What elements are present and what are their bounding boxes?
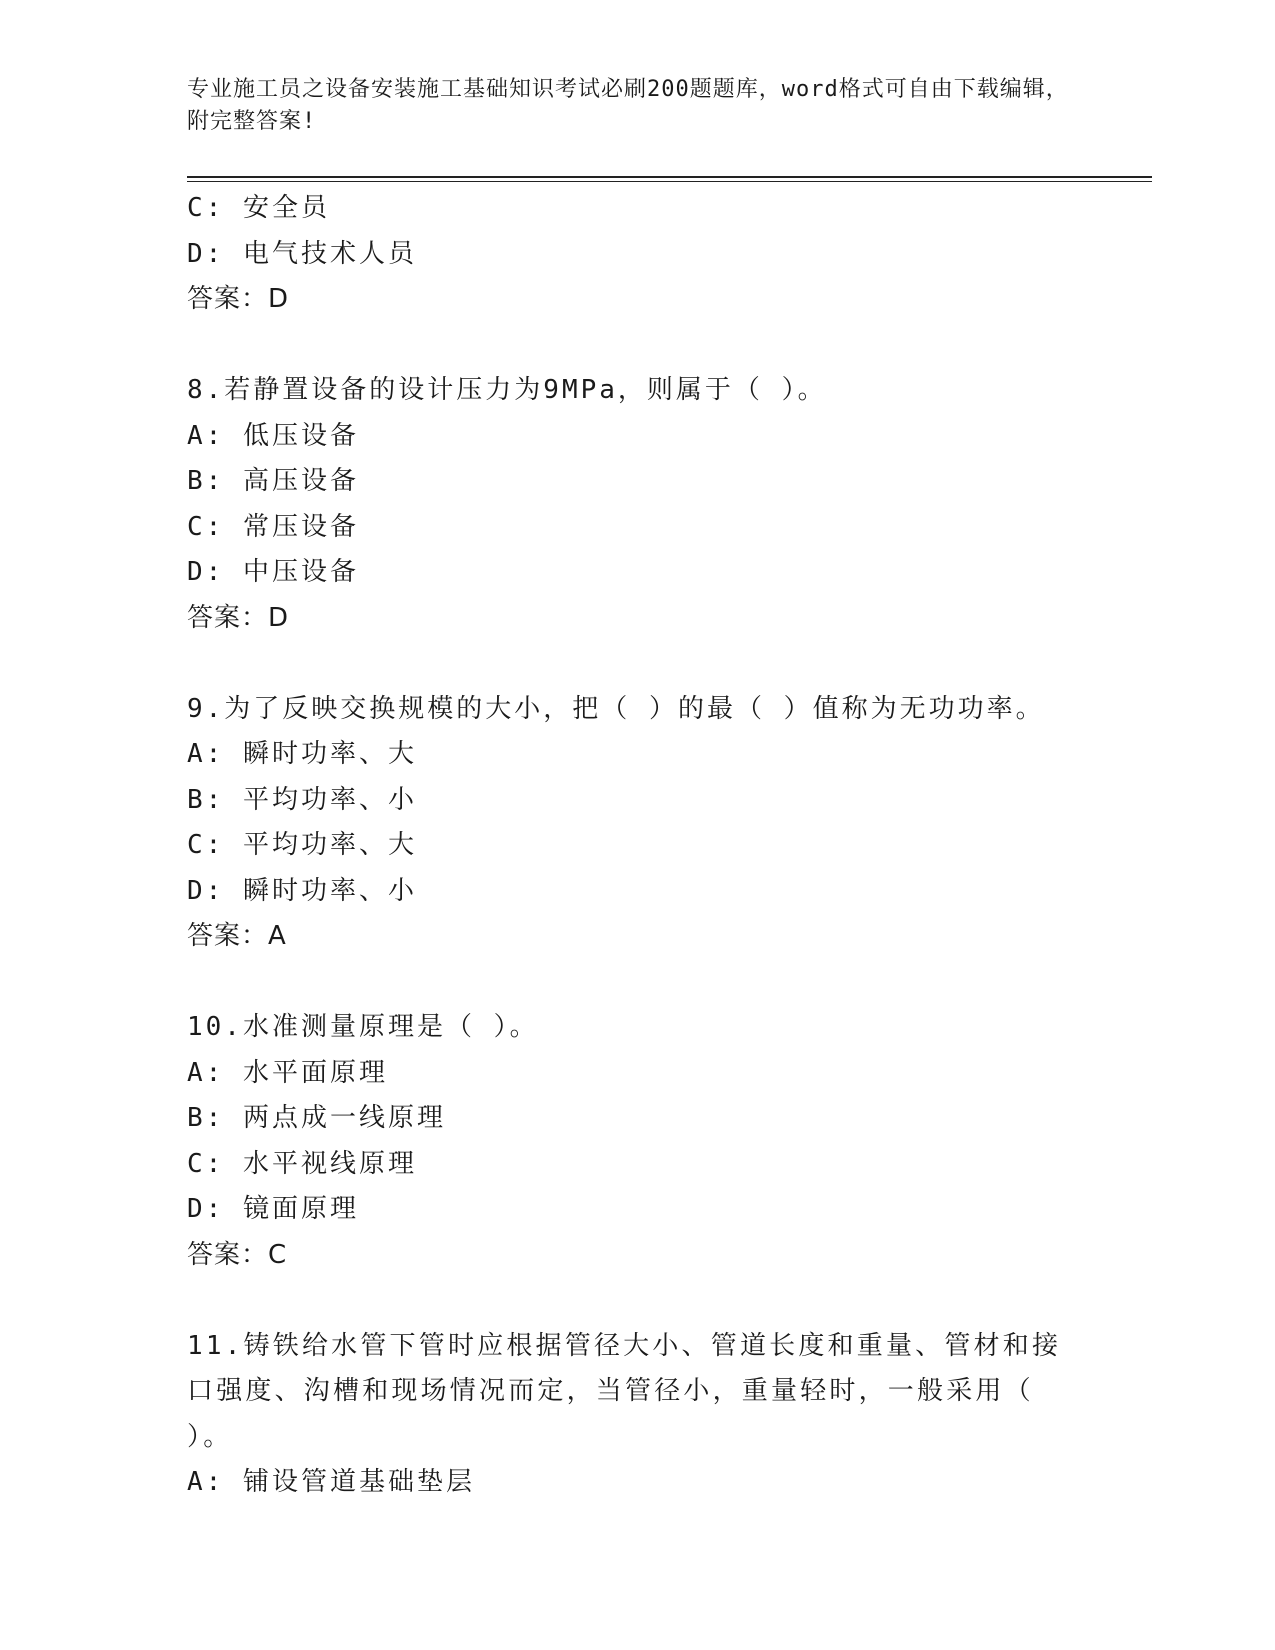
option-b: B: 两点成一线原理 — [187, 1103, 446, 1133]
option-d: D: 镜面原理 — [187, 1194, 359, 1224]
option-a: A: 瞬时功率、大 — [187, 739, 417, 769]
header-rule-thin — [187, 181, 1152, 182]
spacer — [187, 1278, 1087, 1324]
option-b: B: 高压设备 — [187, 466, 359, 496]
option-a: A: 铺设管道基础垫层 — [187, 1467, 475, 1497]
header-rule-thick — [187, 176, 1152, 178]
question-text: 8.若静置设备的设计压力为9MPa，则属于（ ）。 — [187, 375, 827, 405]
option-d: D: 电气技术人员 — [187, 238, 417, 269]
question-list — [187, 186, 1087, 1506]
question-text: 9.为了反映交换规模的大小，把（ ）的最（ ）值称为无功功率。 — [187, 693, 1045, 724]
option-d: D: 中压设备 — [187, 557, 359, 587]
option-a: A: 低压设备 — [187, 420, 359, 451]
answer-line: 答案：C — [187, 1239, 288, 1270]
question-text: 11.铸铁给水管下管时应根据管径大小、管道长度和重量、管材和接口强度、沟槽和现场情况而定，当管径小，重量轻时，一般采用（ ）。 — [187, 1330, 1062, 1452]
spacer — [187, 641, 1087, 687]
option-c: C: 安全员 — [187, 193, 330, 223]
spacer — [187, 323, 1087, 369]
option-a: A: 水平面原理 — [187, 1057, 388, 1088]
option-d: D: 瞬时功率、小 — [187, 875, 417, 906]
answer-line: 答案：D — [187, 284, 290, 314]
question-text: 10.水准测量原理是（ ）。 — [187, 1012, 539, 1042]
answer-line: 答案：A — [187, 921, 287, 951]
document-header-title: 专业施工员之设备安装施工基础知识考试必刷200题题库，word格式可自由下载编辑，附完整答案! — [187, 77, 1069, 134]
question-11 — [187, 1324, 1087, 1506]
option-c: C: 水平视线原理 — [187, 1148, 417, 1179]
answer-line: 答案：D — [187, 602, 290, 633]
option-c: C: 平均功率、大 — [187, 830, 417, 860]
option-c: C: 常压设备 — [187, 511, 359, 542]
question-8 — [187, 368, 1087, 641]
question-7-continued — [187, 186, 1087, 323]
question-10 — [187, 1005, 1087, 1278]
spacer — [187, 960, 1087, 1006]
option-b: B: 平均功率、小 — [187, 784, 417, 815]
question-9 — [187, 687, 1087, 960]
